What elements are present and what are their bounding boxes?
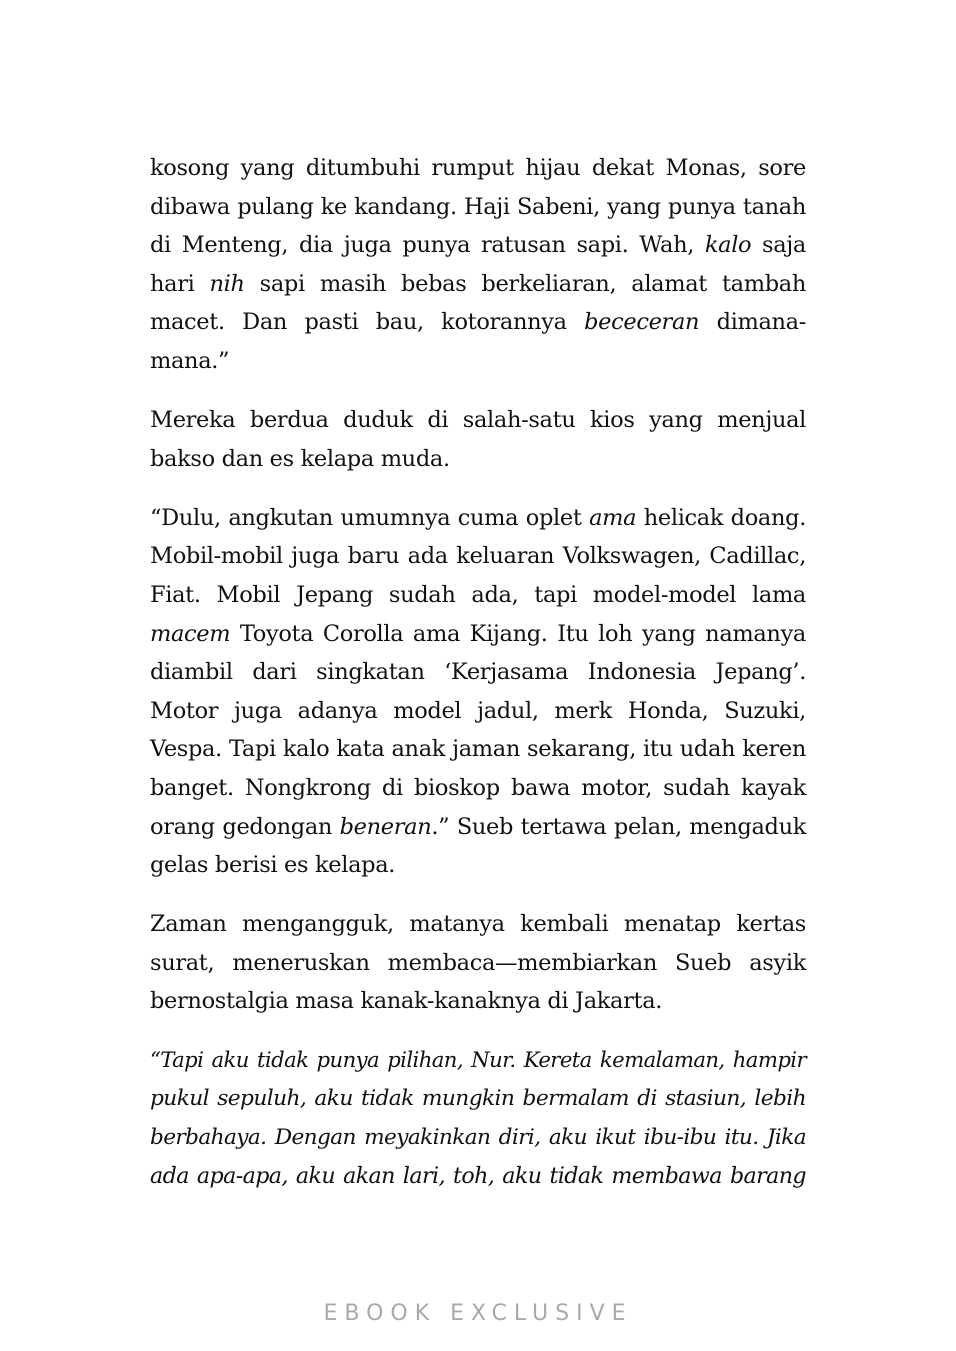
text-segment: orang gedongan: [150, 813, 340, 840]
text-segment: pukul sepuluh, aku tidak mungkin bermalam di stasiun, lebih: [150, 1086, 806, 1112]
text-line: [150, 149, 806, 188]
text-segment: Motor juga adanya model jadul, merk Honda, Suzuki,: [150, 697, 806, 724]
text-line: [150, 226, 806, 265]
text-segment: .” Sueb tertawa pelan, mengaduk: [431, 813, 806, 840]
text-segment: mana.”: [150, 347, 230, 374]
text-line: [150, 1157, 806, 1196]
text-line: [150, 188, 806, 227]
paragraph: [150, 401, 806, 478]
text-line: [150, 440, 806, 479]
text-line: [150, 982, 806, 1021]
text-segment: Fiat. Mobil Jepang sudah ada, tapi model-model lama: [150, 581, 806, 608]
text-line: [150, 1119, 806, 1158]
text-line: [150, 615, 806, 654]
text-segment: diambil dari singkatan ‘Kerjasama Indonesia Jepang’.: [150, 659, 806, 686]
text-line: [150, 303, 806, 342]
text-segment: bakso dan es kelapa muda.: [150, 445, 450, 472]
text-segment: sapi masih bebas berkeliaran, alamat tambah: [244, 270, 806, 297]
text-line: [150, 808, 806, 847]
italic-text: ama: [589, 504, 637, 531]
text-segment: berbahaya. Dengan meyakinkan diri, aku ikut ibu-ibu itu. Jika: [150, 1124, 806, 1150]
text-segment: surat, meneruskan membaca—membiarkan Sueb asyik: [150, 949, 806, 976]
italic-text: beneran: [339, 813, 432, 840]
text-segment: kosong yang ditumbuhi rumput hijau dekat Monas, sore: [150, 155, 806, 181]
text-segment: helicak doang.: [636, 504, 806, 531]
text-segment: saja: [751, 232, 806, 259]
paragraph: [150, 149, 806, 381]
text-segment: bernostalgia masa kanak-kanaknya di Jakarta.: [150, 988, 663, 1015]
text-segment: dibawa pulang ke kandang. Haji Sabeni, yang punya tanah: [150, 193, 806, 220]
text-line: [150, 1041, 806, 1080]
text-segment: “Tapi aku tidak punya pilihan, Nur. Kereta kemalaman, hampir: [150, 1047, 806, 1073]
text-line: [150, 265, 806, 304]
text-line: [150, 730, 806, 769]
text-line: [150, 576, 806, 615]
text-segment: di Menteng, dia juga punya ratusan sapi. Wah,: [150, 232, 705, 259]
text-segment: macet. Dan pasti bau, kotorannya: [150, 309, 585, 336]
text-line: [150, 537, 806, 576]
italic-text: nih: [209, 270, 245, 297]
book-page-body: [150, 149, 806, 1216]
text-segment: Toyota Corolla ama Kijang. Itu loh yang namanya: [230, 620, 806, 647]
text-segment: Zaman mengangguk, matanya kembali menatap kertas: [150, 911, 806, 938]
text-line: [150, 342, 806, 381]
paragraph: [150, 499, 806, 885]
text-line: [150, 499, 806, 538]
ebook-footer-label: EBOOK EXCLUSIVE: [323, 1301, 633, 1326]
text-segment: ada apa-apa, aku akan lari, toh, aku tidak membawa barang: [150, 1163, 806, 1190]
italic-text: bececeran: [584, 309, 700, 336]
text-line: [150, 692, 806, 731]
text-segment: “Dulu, angkutan umumnya cuma oplet: [150, 504, 590, 531]
text-line: [150, 1080, 806, 1119]
text-segment: dimana-: [699, 309, 806, 336]
text-segment: banget. Nongkrong di bioskop bawa motor, sudah kayak: [150, 774, 806, 801]
paragraph: [150, 905, 806, 1021]
text-line: [150, 905, 806, 944]
text-line: [150, 401, 806, 440]
text-line: [150, 653, 806, 692]
text-segment: Mobil-mobil juga baru ada keluaran Volkswagen, Cadillac,: [150, 543, 806, 570]
paragraph: [150, 1041, 806, 1195]
text-segment: hari: [150, 270, 210, 297]
text-segment: gelas berisi es kelapa.: [150, 852, 396, 879]
text-segment: Vespa. Tapi kalo kata anak jaman sekarang, itu udah keren: [150, 736, 806, 763]
text-segment: Mereka berdua duduk di salah-satu kios yang menjual: [150, 407, 806, 434]
text-line: [150, 846, 806, 885]
italic-text: macem: [150, 620, 231, 647]
text-line: [150, 769, 806, 808]
text-line: [150, 944, 806, 983]
italic-text: kalo: [704, 232, 752, 259]
